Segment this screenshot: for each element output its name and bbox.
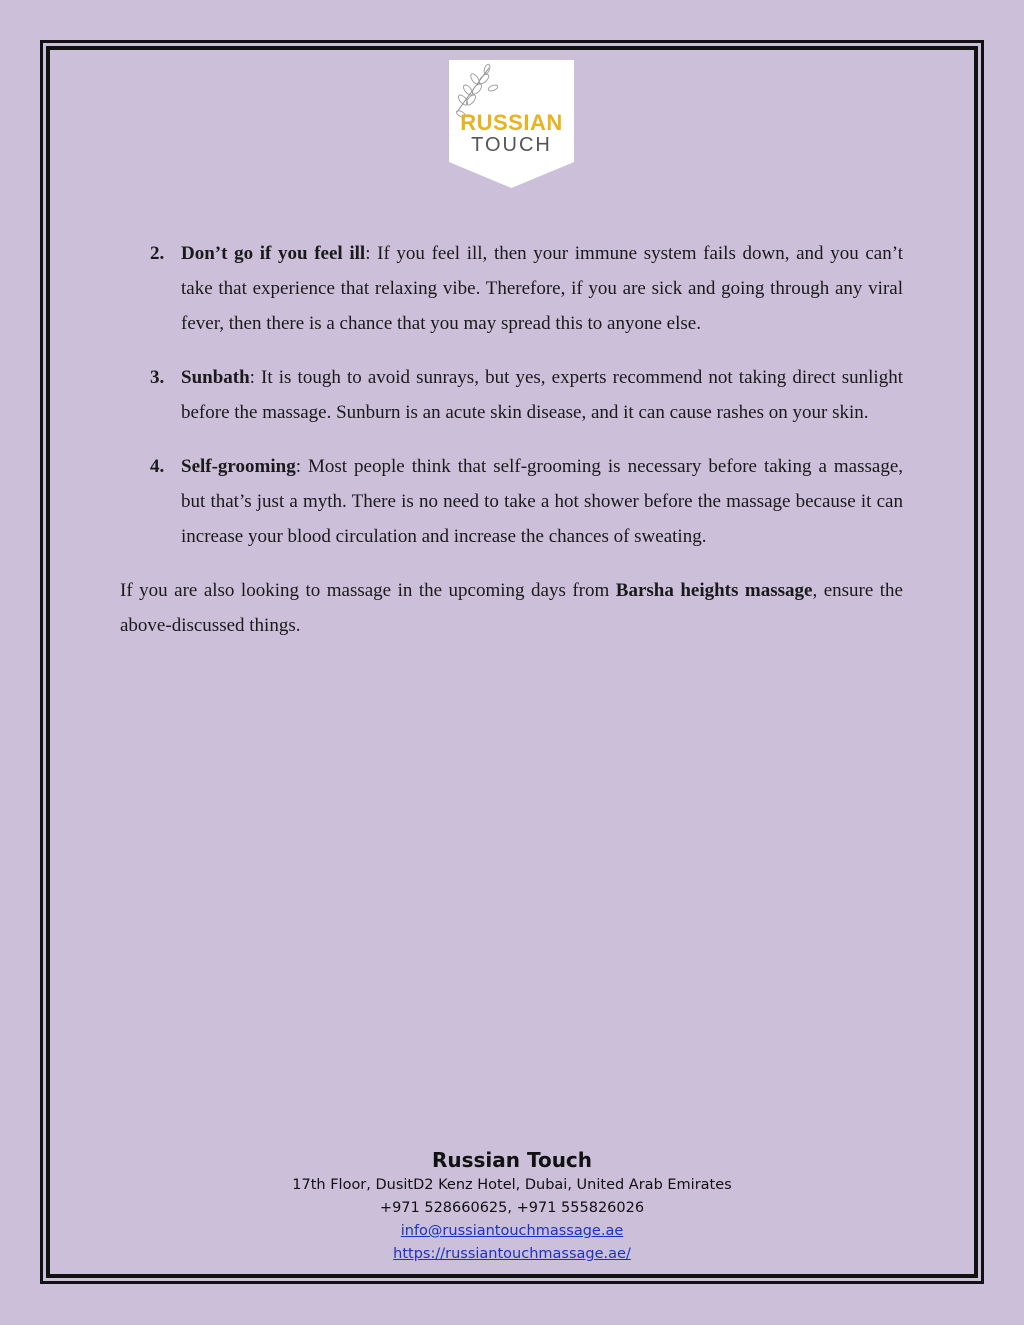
closing-keyword: Barsha heights massage [615, 580, 813, 601]
russian-touch-logo [449, 60, 574, 188]
list-number: 4. [150, 456, 165, 477]
closing-paragraph [120, 573, 903, 643]
list-item [120, 360, 903, 430]
closing-text-after: , ensure the above-discussed things. [120, 580, 903, 636]
list-term: Self-grooming [181, 456, 296, 477]
list-item [120, 236, 903, 341]
list-number: 3. [150, 367, 165, 388]
list-text: : Most people think that self-grooming is necessary before taking a massage, but that’s just a myth. There is no need to take a hot shower before the massage because it can increase your blood circulation and increase the chances of sweating. [181, 456, 903, 547]
list-term: Don’t go if you feel ill [181, 243, 366, 264]
list-text: : If you feel ill, then your immune system fails down, and you can’t take that experience that relaxing vibe. Therefore, if you are sick and going through any viral fever, then there is a chance that you may spread this to anyone else. [181, 243, 903, 334]
footer-address: 17th Floor, DusitD2 Kenz Hotel, Dubai, United Arab Emirates [292, 1177, 732, 1193]
list-text: : It is tough to avoid sunrays, but yes, experts recommend not taking direct sunlight before the massage. Sunburn is an acute skin disease, and it can cause rashes on your skin. [181, 367, 903, 423]
footer-phones: +971 528660625, +971 555826026 [379, 1200, 645, 1216]
closing-text-before: If you are also looking to massage in the upcoming days from [120, 580, 616, 601]
logo-brand-top: RUSSIAN [460, 110, 563, 135]
footer-contact [0, 1146, 1024, 1266]
list-number: 2. [150, 243, 165, 264]
logo-brand-bottom: TOUCH [471, 134, 552, 156]
list-term: Sunbath [181, 367, 250, 388]
footer-email-link[interactable]: info@russiantouchmassage.ae [400, 1223, 624, 1239]
tips-list [120, 236, 903, 554]
page-border-inner [46, 46, 978, 1278]
article-body [120, 236, 903, 643]
footer-website-link[interactable]: https://russiantouchmassage.ae/ [393, 1246, 631, 1262]
footer-company-name: Russian Touch [431, 1148, 593, 1172]
list-item [120, 449, 903, 554]
